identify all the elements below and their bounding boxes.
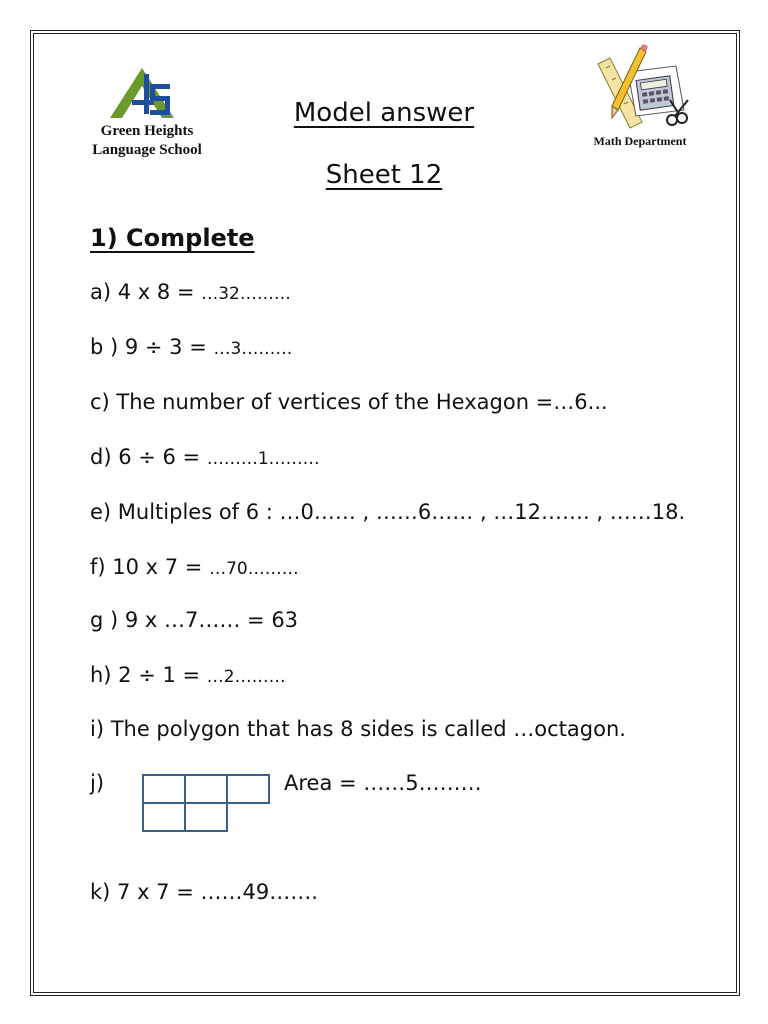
question-g: g ) 9 x …7…… = 63 [90,608,299,632]
department-name: Math Department [593,134,687,148]
question-d-answer: ………1……… [206,449,320,469]
question-j-area: Area = ……5……… [284,771,482,795]
page-title: Model answer [293,98,475,128]
grid-cell [184,802,228,832]
grid-cell [184,774,228,804]
school-logo-icon [72,60,222,122]
question-d [90,445,320,469]
question-h [90,663,286,687]
school-name-line2: Language School [92,142,202,158]
question-f-prefix: f) 10 x 7 = [90,555,210,579]
school-logo [72,60,222,170]
area-grid-shape [142,774,274,836]
question-f [90,555,299,579]
question-e: e) Multiples of 6 : …0…… , ……6…… , …12……. , ……18. [90,500,686,524]
question-b-answer: …3……… [213,339,293,359]
question-d-prefix: d) 6 ÷ 6 = [90,445,207,469]
question-c: c) The number of vertices of the Hexagon =…6... [90,390,608,414]
school-name-line1: Green Heights [100,123,194,139]
question-b [90,335,292,359]
grid-cell [226,774,270,804]
question-h-prefix: h) 2 ÷ 1 = [90,663,207,687]
page-subtitle: Sheet 12 [325,160,443,190]
department-logo [580,44,700,154]
question-h-answer: …2……… [206,667,286,687]
grid-cell [142,802,186,832]
question-a-prefix: a) 4 x 8 = [90,280,202,304]
section-heading: 1) Complete [90,224,255,252]
question-a [90,280,291,304]
question-b-prefix: b ) 9 ÷ 3 = [90,335,214,359]
question-a-answer: …32……… [201,284,291,304]
question-i: i) The polygon that has 8 sides is called …octagon. [90,717,626,741]
question-j-label: j) [90,771,105,795]
school-name [72,122,222,160]
question-f-answer: …70……… [209,559,299,579]
grid-cell [142,774,186,804]
pencil-ruler-calculator-scissors-icon [580,44,700,132]
question-k: k) 7 x 7 = ……49……. [90,880,318,904]
